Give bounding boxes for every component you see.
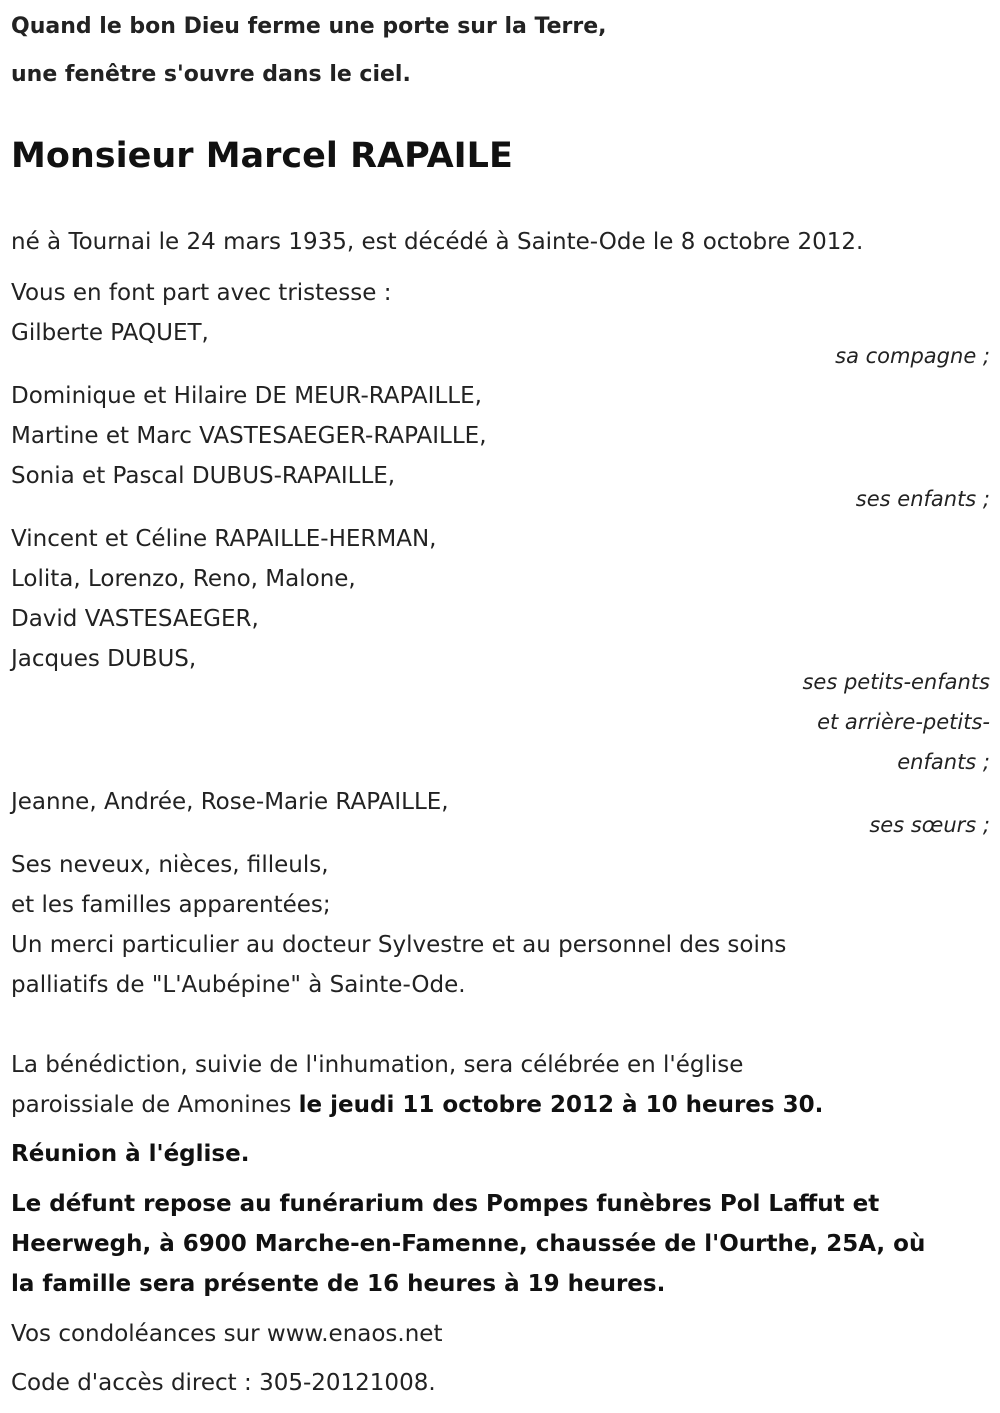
others-line: Ses neveux, nièces, filleuls, [11,852,329,878]
grandchildren-relation-line-1: ses petits-enfants [802,670,990,694]
funeral-home-line: Le défunt repose au funérarium des Pompes funèbres Pol Laffut et [11,1191,880,1217]
grandchild-name: David VASTESAEGER, [11,606,259,632]
child-name: Martine et Marc VASTESAEGER-RAPAILLE, [11,423,487,449]
partner-relation: sa compagne ; [835,344,990,368]
deceased-name: Monsieur Marcel RAPAILE [11,136,513,176]
partner-name: Gilberte PAQUET, [11,320,209,346]
sisters-relation: ses sœurs ; [869,813,990,837]
meeting-text: Réunion à l'église. [11,1141,250,1167]
others-line: et les familles apparentées; [11,892,331,918]
grandchild-name: Vincent et Céline RAPAILLE-HERMAN, [11,526,437,552]
epigraph-line-2: une fenêtre s'ouvre dans le ciel. [11,62,411,87]
grandchild-name: Lolita, Lorenzo, Reno, Malone, [11,566,356,592]
thanks-line: palliatifs de "L'Aubépine" à Sainte-Ode. [11,972,466,998]
ceremony-line-1: La bénédiction, suivie de l'inhumation, sera célébrée en l'église [11,1052,744,1078]
child-name: Sonia et Pascal DUBUS-RAPAILLE, [11,463,396,489]
condolences-website: Vos condoléances sur www.enaos.net [11,1321,443,1347]
grandchildren-relation-line-3: enfants ; [897,750,990,774]
child-name: Dominique et Hilaire DE MEUR-RAPAILLE, [11,383,482,409]
grandchildren-relation-line-2: et arrière-petits- [817,710,990,734]
children-relation: ses enfants ; [855,487,990,511]
ceremony-line-2 [11,1090,823,1120]
birth-death-text: né à Tournai le 24 mars 1935, est décédé à Sainte-Ode le 8 octobre 2012. [11,229,864,255]
ceremony-location: paroissiale de Amonines [11,1092,299,1118]
announcement-intro: Vous en font part avec tristesse : [11,280,392,306]
sisters-names: Jeanne, Andrée, Rose-Marie RAPAILLE, [11,789,449,815]
thanks-line: Un merci particulier au docteur Sylvestre et au personnel des soins [11,932,787,958]
funeral-home-line: la famille sera présente de 16 heures à 19 heures. [11,1271,666,1297]
funeral-home-line: Heerwegh, à 6900 Marche-en-Famenne, chaussée de l'Ourthe, 25A, où [11,1231,926,1257]
grandchild-name: Jacques DUBUS, [11,646,197,672]
ceremony-date: le jeudi 11 octobre 2012 à 10 heures 30. [298,1092,824,1118]
epigraph-line-1: Quand le bon Dieu ferme une porte sur la Terre, [11,14,607,39]
access-code: Code d'accès direct : 305-20121008. [11,1370,436,1396]
